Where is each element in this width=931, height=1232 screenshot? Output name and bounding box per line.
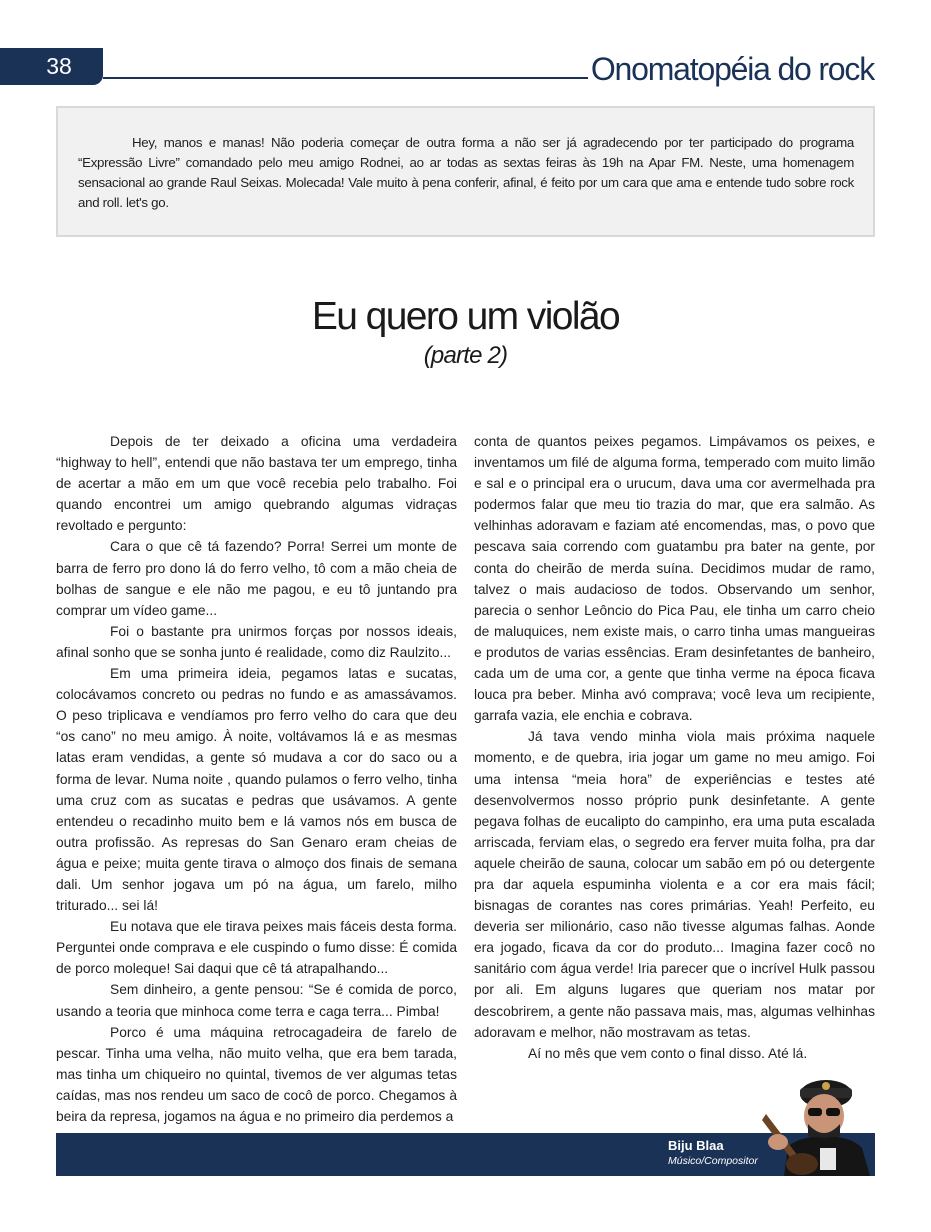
article-column-right	[474, 431, 875, 1064]
paragraph: Já tava vendo minha viola mais próxima naquele momento, e de quebra, iria jogar um game no meu amigo. Foi uma intensa “meia hora” de experiências e testes até desenvolvermos nosso próprio punk desinfetante. A gente pegava folhas de eucalipto do campinho, era uma puta escalada arriscada, ferviam elas, o segredo era ferver muita folha, pra dar aquele cheirão de sauna, colocar um sabão em pó ou detergente pra dar aquela espuminha violenta e a cor era mais fácil; bisnagas de corantes nas cores primárias. Yeah! Perfeito, eu deveria ser milionário, caso não tivesse algumas falhas. Aonde era jogado, ficava da cor do produto... Imagina fazer cocô no sanitário com água verde! Iria parecer que o incrível Hulk passou por ali. Em alguns lugares que queriam nos matar por descobrirem, a gente não passava mais, mas, algumas velhinhas adoravam e melhor, não mostravam as tetas.	[474, 729, 875, 1040]
author-role: Músico/Compositor	[668, 1155, 758, 1167]
page-number: 38	[46, 53, 72, 79]
article-title: Eu quero um violão	[311, 295, 620, 338]
paragraph: Sem dinheiro, a gente pensou: “Se é comida de porco, usando a teoria que minhoca come terra e caga terra... Pimba!	[56, 982, 457, 1019]
author-name: Biju Blaa	[668, 1138, 724, 1153]
paragraph: Porco é uma máquina retrocagadeira de farelo de pescar. Tinha uma velha, não muito velha, que era bem tarada, mas tinha um chiqueiro no quintal, tivemos de ver algumas tetas caídas, mas nos rendeu um saco de cocô de porco. Chegamos à beira da represa, jogamos na água e no primeiro dia perdemos a	[56, 1024, 457, 1124]
paragraph: conta de quantos peixes pegamos. Limpávamos os peixes, e inventamos um filé de alguma forma, temperado com muito limão e sal e o principal era o urucum, dava uma cor avermelhada pra podermos falar que meu tio trazia do mar, que era salmão. As velhinhas adoravam e faziam até encomendas, mas, o povo que pescava saia correndo com guatambu pra bater na gente, por conta do cheirão de merda suína. Decidimos mudar de ramo, talvez o mais audacioso de todos. Observando um senhor, parecia o senhor Leôncio do Pica Pau, ele tinha um carro cheio de maluquices, nem existe mais, o carro tinha umas mangueiras e produtos de varias essências. Eram desinfetantes de banheiro, cada um de uma cor, a gente que tinha verme na época ficava louca pra beber. Minha avó comprava; você leva um recipiente, garrafa vazia, ele enchia e cobrava.	[474, 434, 875, 724]
paragraph: Eu notava que ele tirava peixes mais fáceis desta forma. Perguntei onde comprava e ele cuspindo o fumo disse: É comida de porco moleque! Sai daqui que cê tá atrapalhando...	[56, 919, 457, 977]
paragraph: Cara o que cê tá fazendo? Porra! Serrei um monte de barra de ferro pro dono lá do ferro velho, tô com a mão cheia de bolhas de sangue e ele não me pagou, e eu tô juntando pra comprar um vídeo game...	[56, 539, 457, 618]
section-title: Onomatopéia do rock	[590, 51, 874, 87]
article-column-left	[56, 431, 457, 1127]
intro-text: Hey, manos e manas! Não poderia começar de outra forma a não ser já agradecendo por ter participado do programa “Expressão Livre” comandado pelo meu amigo Rodnei, ao ar todas as sextas feiras às 19h na Apar FM. Neste, uma homenagem sensacional ao grande Raul Seixas. Molecada! Vale muito à pena conferir, afinal, é feito por um cara que ama e entende tudo sobre rock and roll. let's go.	[78, 135, 854, 210]
paragraph: Aí no mês que vem conto o final disso. Até lá.	[528, 1045, 808, 1061]
paragraph: Foi o bastante pra unirmos forças por nossos ideais, afinal sonho que se sonha junto é realidade, como diz Raulzito...	[56, 623, 457, 660]
article-subtitle: (parte 2)	[423, 342, 508, 369]
author-photo	[758, 1064, 876, 1176]
paragraph: Em uma primeira ideia, pegamos latas e sucatas, colocávamos concreto ou pedras no fundo e as amassávamos. O peso triplicava e vendíamos pro ferro velho do cara que deu “os cano” no meu amigo. À noite, voltávamos lá e as mesmas latas eram vendidas, a gente só mudava a cor do saco ou a forma de levar. Numa noite , quando pulamos o ferro velho, tinha uma cruz com as sucatas e pedras que usávamos. A gente entendeu o recadinho muito bem e lá vamos nós em busca de outra profissão. As represas do San Genaro eram cheias de água e peixe; muita gente tirava o almoço dos finais de semana dali. Um senhor jogava um pó na água, um farelo, milho triturado... sei lá!	[56, 666, 457, 914]
header-rule	[103, 77, 588, 79]
paragraph: Depois de ter deixado a oficina uma verdadeira “highway to hell”, entendi que não bastava ter um emprego, tinha de acertar a mão em um que você recebia pelo trabalho. Foi quando encontrei um amigo quebrando algumas vidraças revoltado e pergunto:	[56, 434, 457, 534]
